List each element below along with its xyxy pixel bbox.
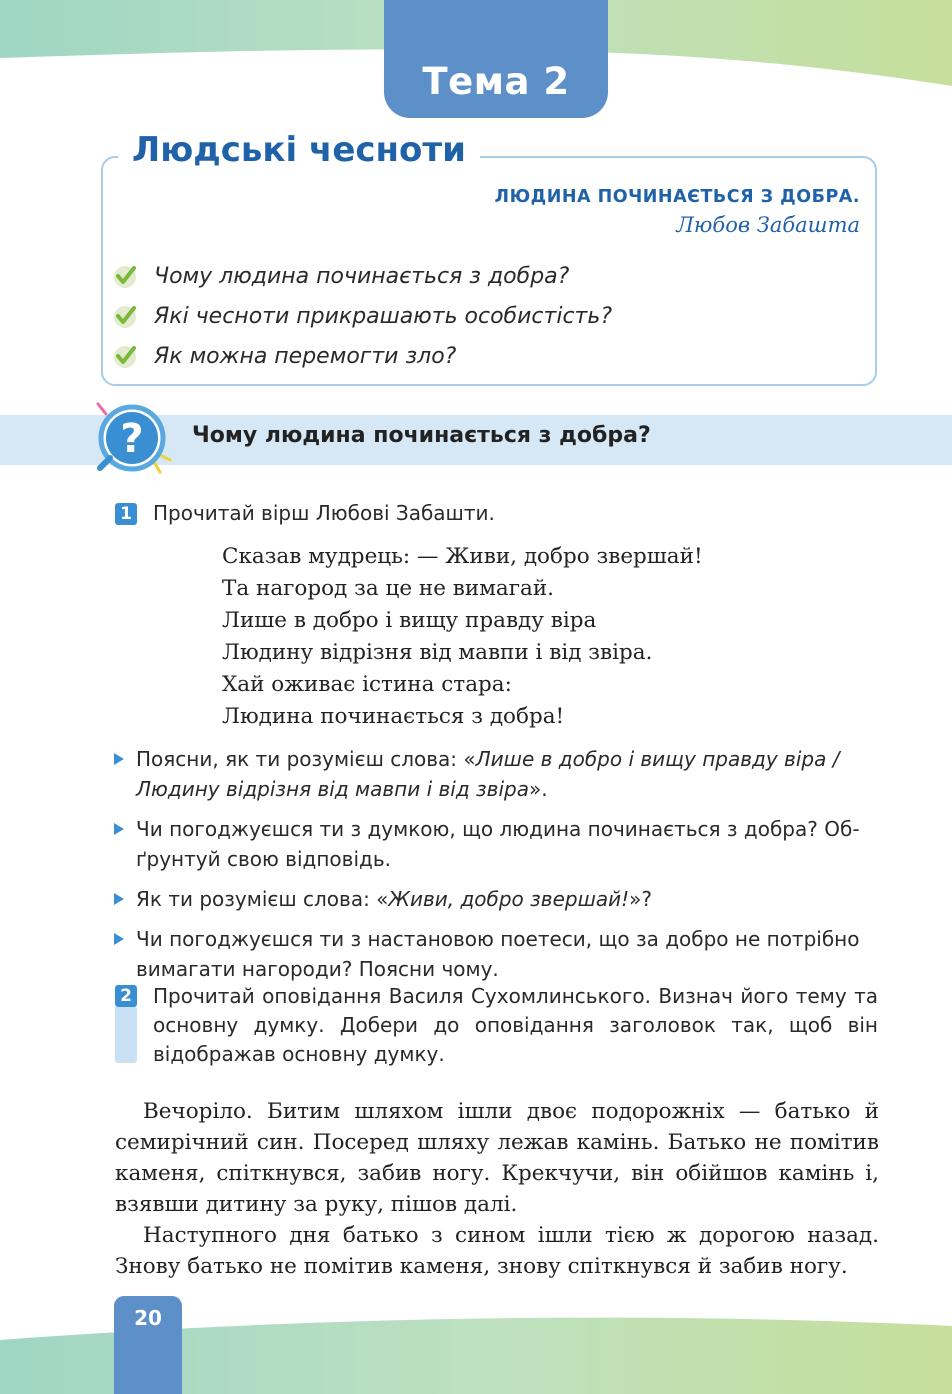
bullet-text: Поясни, як ти розумієш слова: «Лише в добро і вищу правду віра / Людину відрізня від мавпи і від звіра». — [136, 747, 840, 801]
poem-line: Людина починається з добра! — [222, 704, 565, 729]
checkmark-icon — [112, 303, 138, 329]
poem-line: Сказав мудрець: — Живи, добро звершай! — [222, 544, 703, 569]
story-paragraph: Вечоріло. Битим шляхом ішли двоє подорожніх — батько й семирічний син. Посеред шляху лежав камінь. Батько не помітив каменя, спіткнувся, забив ногу. Крекчучи, він обійшов камінь і, взявши дитину за руку, пішов далі. — [115, 1099, 879, 1217]
question-text: Які чесноти прикрашають особистість? — [154, 303, 613, 329]
poem-line: Та нагород за це не вимагай. — [222, 576, 555, 601]
question-text: Як можна перемогти зло? — [154, 343, 457, 369]
bullet-triangle-icon — [114, 933, 124, 945]
intro-question — [112, 256, 612, 296]
intro-question — [112, 336, 612, 376]
poem-line: Людину відрізня від мавпи і від звіра. — [222, 640, 653, 665]
bullet-item — [114, 744, 884, 804]
bullet-text: Чи погоджуєшся ти з думкою, що людина починається з добра? Обґрунтуй свою відповідь. — [136, 817, 860, 871]
bullet-triangle-icon — [114, 823, 124, 835]
intro-title: Людські чесноти — [132, 130, 466, 170]
theme-tab — [384, 0, 608, 118]
task-instruction: Прочитай оповідання Василя Сухомлинського. Визнач його тему та основну думку. Добери до оповідання заголовок так, щоб він відображав основну думку. — [153, 984, 878, 1066]
bullet-item — [114, 814, 884, 874]
task-number: 2 — [115, 985, 137, 1007]
bullet-item — [114, 924, 884, 984]
question-text: Чому людина починається з добра? — [154, 263, 570, 289]
poem-line: Лише в добро і вищу правду віра — [222, 608, 597, 633]
story-paragraph: Наступного дня батько з сином ішли тією ж дорогою назад. Знову батько не помітив каменя, знову спіткнувся й забив ногу. — [115, 1223, 879, 1279]
section-title: Чому людина починається з добра? — [192, 423, 651, 448]
bullet-text: Чи погоджуєшся ти з настановою поетеси, що за добро не потрібно вимагати нагороди? Поясни чому. — [136, 927, 860, 981]
intro-questions — [112, 256, 612, 376]
epigraph — [495, 187, 860, 237]
checkmark-icon — [112, 343, 138, 369]
intro-question — [112, 296, 612, 336]
epigraph-quote: ЛЮДИНА ПОЧИНАЄТЬСЯ З ДОБРА. — [494, 187, 860, 207]
bullet-item — [114, 884, 884, 914]
question-mark-icon — [94, 400, 176, 478]
bullet-triangle-icon — [114, 893, 124, 905]
task-number: 1 — [115, 503, 137, 525]
bullet-triangle-icon — [114, 753, 124, 765]
question-bullets — [114, 744, 884, 994]
page-number: 20 — [134, 1306, 162, 1330]
bullet-text: Як ти розумієш слова: «Живи, добро звершай!»? — [136, 887, 653, 911]
task-number-bar — [115, 1007, 137, 1063]
theme-label: Тема 2 — [422, 59, 570, 103]
intro-title-wrapper — [118, 130, 480, 170]
epigraph-author: Любов Забашта — [676, 213, 860, 237]
poem-line: Хай оживає істина стара: — [222, 672, 512, 697]
checkmark-icon — [112, 263, 138, 289]
poem — [222, 541, 703, 733]
task-instruction: Прочитай вірш Любові Забашти. — [153, 501, 495, 525]
svg-text:?: ? — [120, 416, 144, 462]
story-text — [115, 1096, 879, 1282]
